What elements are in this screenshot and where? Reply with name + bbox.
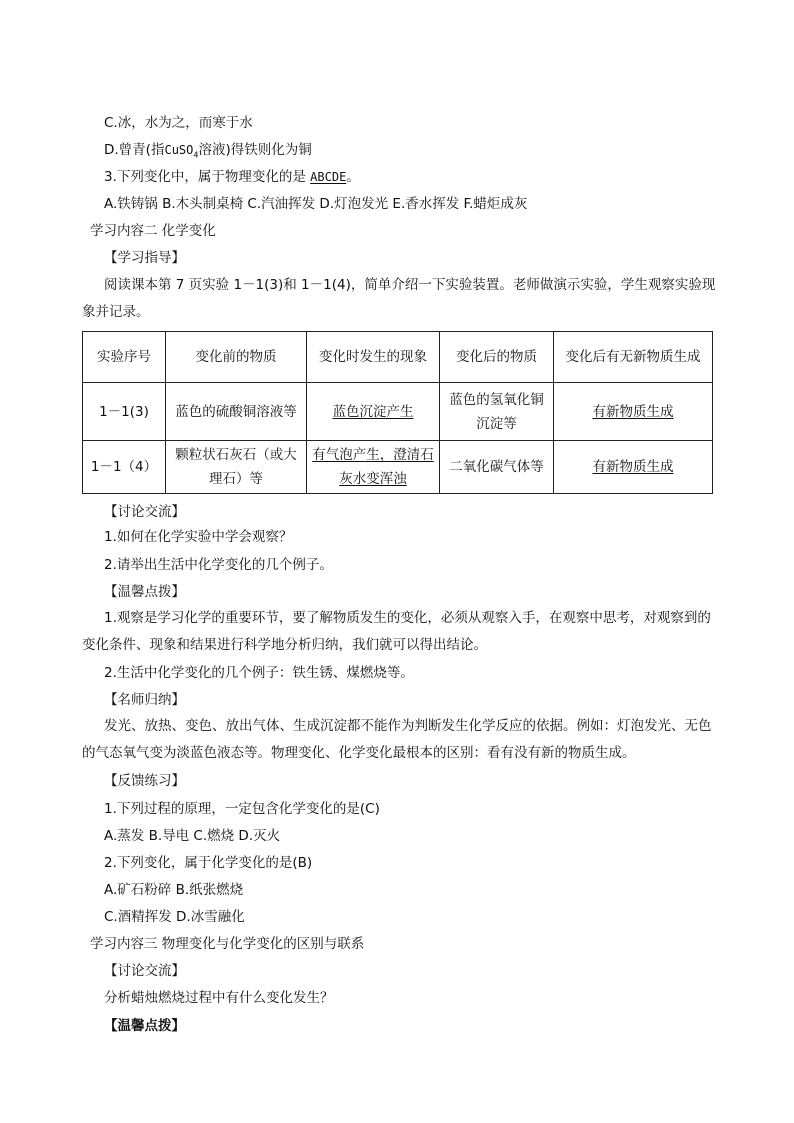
table-header-cell: 变化后有无新物质生成 xyxy=(554,332,713,383)
discussion-question-2: 2.请举出生活中化学变化的几个例子。 xyxy=(104,557,333,573)
heading-discussion-2: 【讨论交流】 xyxy=(104,963,185,979)
heading-tips: 【温馨点拨】 xyxy=(104,584,185,600)
table-cell: 1－1（4） xyxy=(83,441,166,494)
section-2-heading: 学习内容二 化学变化 xyxy=(90,223,216,239)
formula-subscript: 4 xyxy=(193,150,199,160)
tips-paragraph-1: 1.观察是学习化学的重要环节，要了解物质发生的变化，必须从观察入手，在观察中思考，对观察到的变化条件、现象和结果进行科学地分析归纳，我们就可以得出结论。 xyxy=(82,610,711,653)
tips-paragraph-2: 2.生活中化学变化的几个例子：铁生锈、煤燃烧等。 xyxy=(104,665,414,681)
table-cell xyxy=(307,383,440,441)
table-cell: 蓝色的氢氧化铜沉淀等 xyxy=(440,383,554,441)
phenomenon-answer: 蓝色沉淀产生 xyxy=(332,403,414,420)
question-3 xyxy=(104,167,360,187)
table-header-cell: 变化前的物质 xyxy=(166,332,307,383)
table-cell xyxy=(554,441,713,494)
phenomenon-answer: 有气泡产生，澄清石灰水变浑浊 xyxy=(312,447,434,487)
heading-tips-2: 【温馨点拨】 xyxy=(104,1018,185,1034)
feedback-question-2-options-ab: A.矿石粉碎 B.纸张燃烧 xyxy=(104,882,244,898)
table-cell xyxy=(307,441,440,494)
table-cell: 1－1(3) xyxy=(83,383,166,441)
feedback-question-2-options-cd: C.酒精挥发 D.冰雪融化 xyxy=(104,909,245,925)
feedback-question-1-options: A.蒸发 B.导电 C.燃烧 D.灭火 xyxy=(104,828,281,844)
experiment-table xyxy=(82,331,713,494)
question-3-options: A.铁铸锅 B.木头制桌椅 C.汽油挥发 D.灯泡发光 E.香水挥发 F.蜡炬成灰 xyxy=(104,196,528,212)
heading-teacher-summary: 【名师归纳】 xyxy=(104,692,185,708)
discussion-question-1: 1.如何在化学实验中学会观察？ xyxy=(104,529,293,545)
heading-study-guide: 【学习指导】 xyxy=(104,250,185,266)
option-d-post: 溶液)得铁则化为铜 xyxy=(198,142,312,158)
feedback-question-1: 1.下列过程的原理，一定包含化学变化的是(C) xyxy=(104,801,380,817)
question-3-end: 。 xyxy=(346,169,360,185)
table-row xyxy=(83,383,713,441)
question-3-answer: ABCDE xyxy=(310,170,347,184)
table-header-row xyxy=(83,332,713,383)
table-cell: 蓝色的硫酸铜溶液等 xyxy=(166,383,307,441)
new-substance-answer: 有新物质生成 xyxy=(592,459,674,475)
new-substance-answer: 有新物质生成 xyxy=(592,403,674,420)
discussion-candle-question: 分析蜡烛燃烧过程中有什么变化发生？ xyxy=(104,990,334,1006)
study-guide-paragraph: 阅读课本第 7 页实验 1－1(3)和 1－1(4)，简单介绍一下实验装置。老师做演示实验，学生观察实验现象并记录。 xyxy=(82,277,716,320)
section-3-heading: 学习内容三 物理变化与化学变化的区别与联系 xyxy=(90,936,365,952)
question-3-text: 3.下列变化中，属于物理变化的是 xyxy=(104,169,311,185)
table-cell: 二氧化碳气体等 xyxy=(440,441,554,494)
heading-feedback: 【反馈练习】 xyxy=(104,773,185,789)
table-cell xyxy=(554,383,713,441)
formula-cuso4: CuSO xyxy=(164,143,194,157)
table-header-cell: 变化后的物质 xyxy=(440,332,554,383)
heading-discussion: 【讨论交流】 xyxy=(104,504,185,520)
option-c-line: C.冰，水为之，而寒于水 xyxy=(104,115,253,131)
option-d-line xyxy=(104,140,312,166)
table-header-cell: 变化时发生的现象 xyxy=(307,332,440,383)
feedback-question-2: 2.下列变化，属于化学变化的是(B) xyxy=(104,855,313,871)
table-cell: 颗粒状石灰石（或大理石）等 xyxy=(166,441,307,494)
option-d-pre: D.曾青(指 xyxy=(104,142,165,158)
table-row xyxy=(83,441,713,494)
table-header-cell: 实验序号 xyxy=(83,332,166,383)
teacher-summary-paragraph: 发光、放热、变色、放出气体、生成沉淀都不能作为判断发生化学反应的依据。例如：灯泡发光、无色的气态氧气变为淡蓝色液态等。物理变化、化学变化最根本的区别：看有没有新的物质生成。 xyxy=(82,718,712,761)
